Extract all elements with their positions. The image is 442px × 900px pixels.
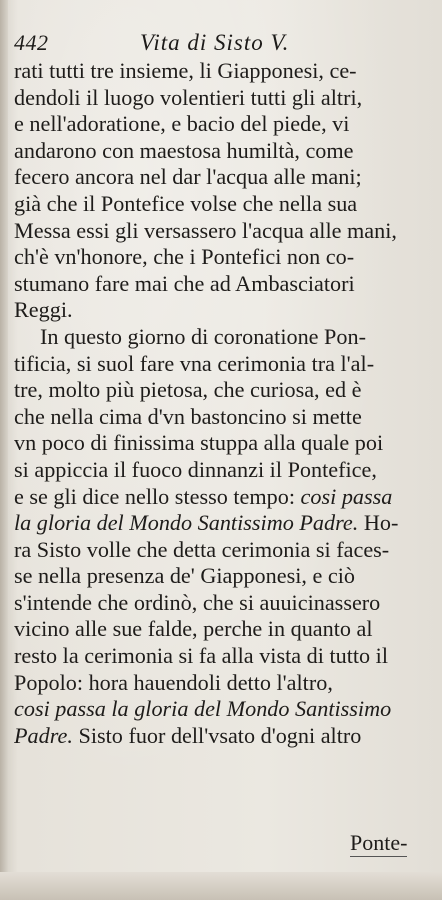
text-line: andarono con maestosa humiltà, come xyxy=(14,137,354,163)
text-line: ch'è vn'honore, che i Pontefici non co- xyxy=(14,244,355,270)
page-number: 442 xyxy=(14,30,49,55)
page-header xyxy=(14,30,430,58)
italic-quote: Padre. xyxy=(14,722,73,748)
text-line: stumano fare mai che ad Ambasciatori xyxy=(14,270,355,296)
text-line: tificia, si suol fare vna cerimonia tra l'al- xyxy=(14,350,375,376)
text-line: se nella presenza de' Giapponesi, e ciò xyxy=(14,563,355,589)
text-line: Messa essi gli versassero l'acqua alle mani, xyxy=(14,217,397,243)
running-title: Vita di Sisto V. xyxy=(140,30,290,55)
text-segment: Ho- xyxy=(363,510,399,536)
text-line: resto la cerimonia si fa alla vista di tutto il xyxy=(14,643,389,669)
catchword: Ponte- xyxy=(350,830,408,855)
paragraph-start-line: In questo giorno di coronatione Pon- xyxy=(40,323,366,349)
text-segment: e se gli dice nello stesso tempo: xyxy=(14,483,295,509)
text-line: dendoli il luogo volentieri tutti gli altri, xyxy=(14,84,363,110)
text-line xyxy=(14,484,434,511)
text-line: rati tutti tre insieme, li Giapponesi, ce- xyxy=(14,58,357,83)
text-line: vicino alle sue falde, perche in quanto al xyxy=(14,616,373,642)
body-text xyxy=(14,58,434,749)
text-line: fecero ancora nel dar l'acqua alle mani; xyxy=(14,164,362,190)
text-line: già che il Pontefice volse che nella sua xyxy=(14,190,358,216)
text-line xyxy=(14,723,434,750)
page-bottom-edge xyxy=(0,872,442,900)
text-line: ra Sisto volle che detta cerimonia si faces- xyxy=(14,536,390,562)
italic-quote: la gloria del Mondo Santissimo Padre. xyxy=(14,510,359,536)
italic-quote-line: cosi passa la gloria del Mondo Santissimo xyxy=(14,696,392,722)
text-line: vn poco di finissima stuppa alla quale poi xyxy=(14,430,384,456)
text-line: che nella cima d'vn bastoncino si mette xyxy=(14,403,362,429)
text-line: Popolo: hora hauendoli detto l'altro, xyxy=(14,669,333,695)
text-line: tre, molto più pietosa, che curiosa, ed è xyxy=(14,377,362,403)
text-line: si appiccia il fuoco dinnanzi il Pontefice, xyxy=(14,456,377,482)
page-gutter-shadow xyxy=(0,0,8,900)
text-line: e nell'adoratione, e bacio del piede, vi xyxy=(14,111,350,137)
text-segment: Sisto fuor dell'vsato d'ogni altro xyxy=(78,722,362,748)
italic-quote: cosi passa xyxy=(300,483,393,509)
text-line xyxy=(14,510,434,537)
text-line: Reggi. xyxy=(14,297,73,323)
text-line: s'intende che ordinò, che si auuicinassero xyxy=(14,589,381,615)
